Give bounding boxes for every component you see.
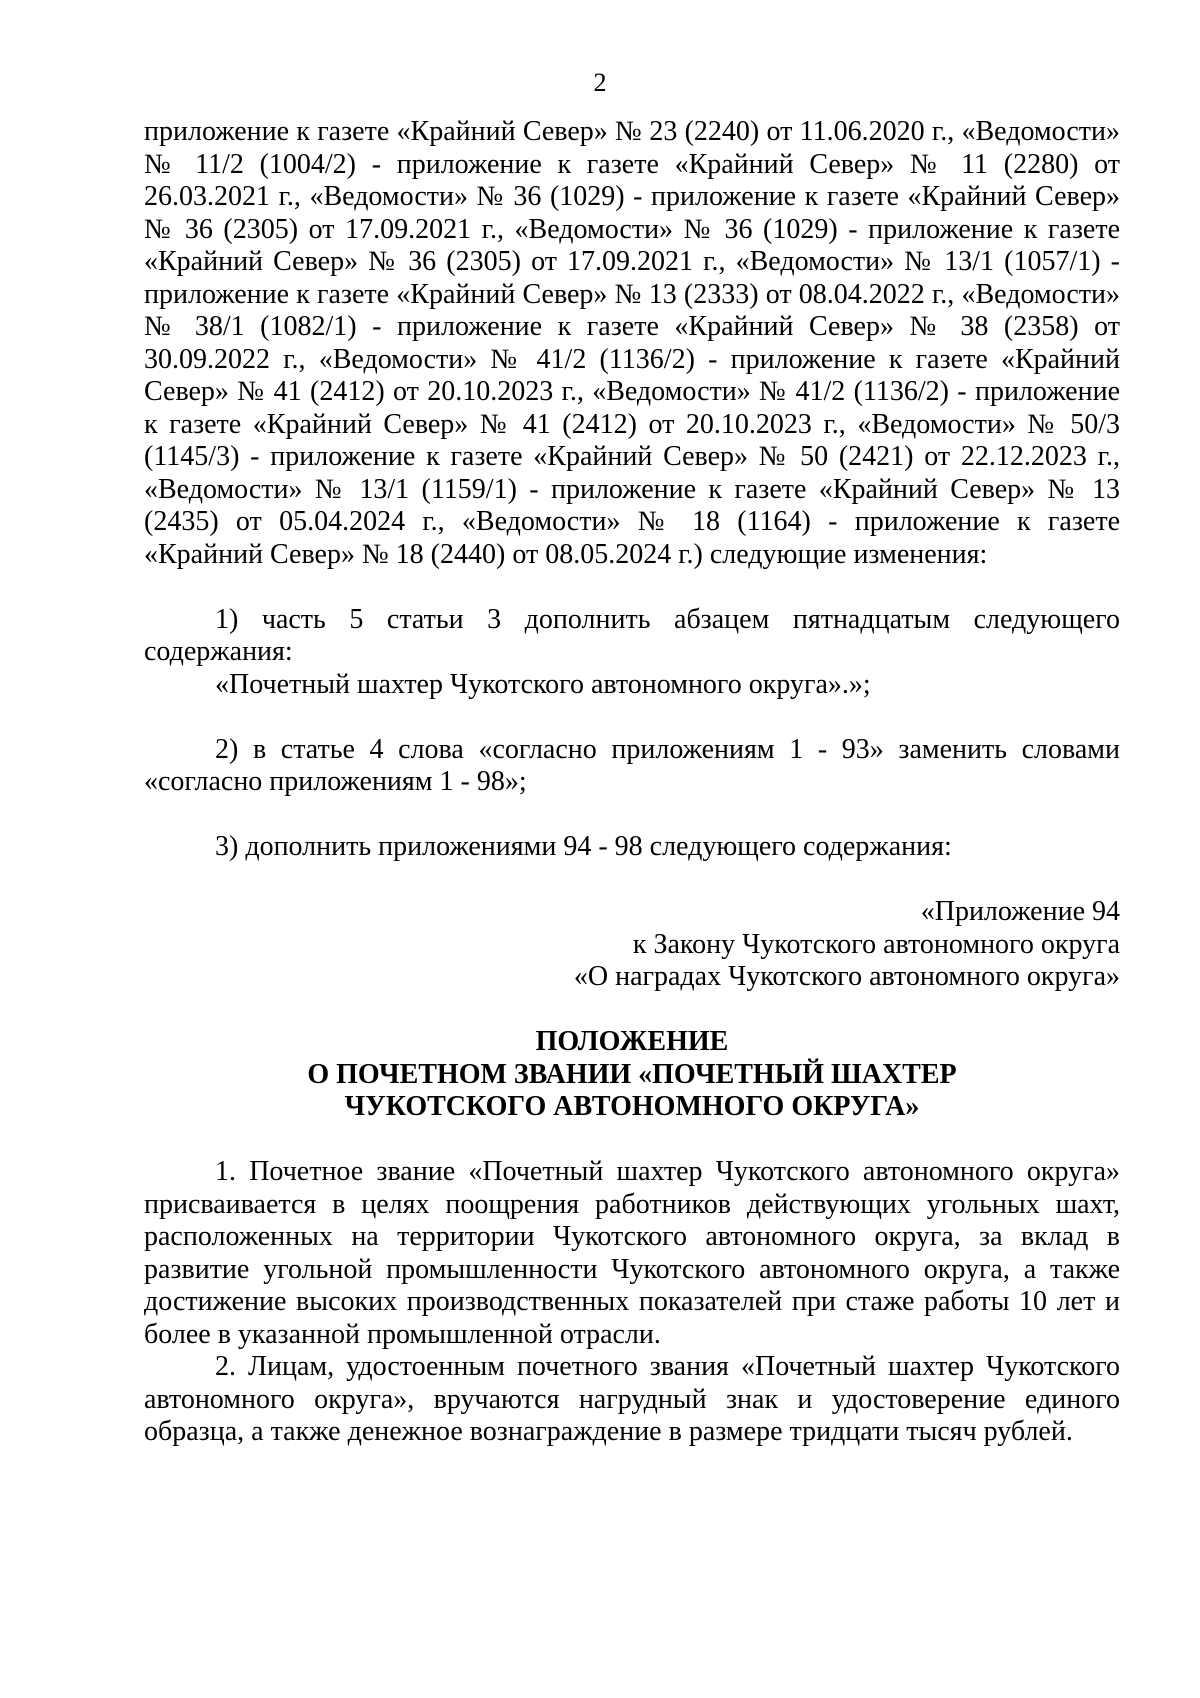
spacer xyxy=(144,994,1120,1027)
amendment-1-quote: «Почетный шахтер Чукотского автономного округа».»; xyxy=(215,668,871,700)
appendix-header-line-2: к Закону Чукотского автономного округа xyxy=(632,928,1120,960)
appendix-header xyxy=(144,896,1120,994)
spacer xyxy=(144,571,1120,604)
spacer xyxy=(144,701,1120,734)
title-line-1: ПОЛОЖЕНИЕ xyxy=(535,1026,729,1057)
spacer xyxy=(144,1124,1120,1157)
amendment-3: 3) дополнить приложениями 94 - 98 следующего содержания: xyxy=(215,831,952,862)
appendix-header-line-3: «О наградах Чукотского автономного округа» xyxy=(573,961,1120,992)
document-body xyxy=(144,116,1120,1449)
regulation-title xyxy=(144,1026,1120,1124)
title-line-2: О ПОЧЕТНОМ ЗВАНИИ «ПОЧЕТНЫЙ ШАХТЕР xyxy=(307,1058,957,1090)
title-line-3: ЧУКОТСКОГО АВТОНОМНОГО ОКРУГА» xyxy=(344,1091,920,1122)
provision-2: 2. Лицам, удостоенным почетного звания «Почетный шахтер Чукотского автономного округа», вручаются нагрудный знак и удостоверение единого образца, а также денежное вознаграждение в размере тридцати тысяч рублей. xyxy=(144,1351,1120,1447)
spacer xyxy=(144,864,1120,897)
spacer xyxy=(144,799,1120,832)
appendix-header-line-1: «Приложение 94 xyxy=(920,896,1120,927)
amendment-2: 2) в статье 4 слова «согласно приложениям 1 - 93» заменить словами «согласно приложениям 1 - 98»; xyxy=(144,733,1120,797)
intro-paragraph: приложение к газете «Крайний Север» № 23 (2240) от 11.06.2020 г., «Ведомости» № 11/2 (1004/2) - приложение к газете «Крайний Север» № 11 (2280) от 26.03.2021 г., «Ведомости» № 36 (1029) - приложение к газете «Крайний Север» № 36 (2305) от 17.09.2021 г., «Ведомости» № 36 (1029) - приложение к газете «Крайний Север» № 36 (2305) от 17.09.2021 г., «Ведомости» № 13/1 (1057/1) - приложение к газете «Крайний Север» № 13 (2333) от 08.04.2022 г., «Ведомости» № 38/1 (1082/1) - приложение к газете «Крайний Север» № 38 (2358) от 30.09.2022 г., «Ведомости» № 41/2 (1136/2) - приложение к газете «Крайний Север» № 41 (2412) от 20.10.2023 г., «Ведомости» № 41/2 (1136/2) - приложение к газете «Крайний Север» № 41 (2412) от 20.10.2023 г., «Ведомости» № 50/3 (1145/3) - приложение к газете «Крайний Север» № 50 (2421) от 22.12.2023 г., «Ведомости» № 13/1 (1159/1) - приложение к газете «Крайний Север» № 13 (2435) от 05.04.2024 г., «Ведомости» № 18 (1164) - приложение к газете «Крайний Север» № 18 (2440) от 08.05.2024 г.) следующие изменения: xyxy=(144,116,1120,570)
amendment-1: 1) часть 5 статьи 3 дополнить абзацем пятнадцатым следующего содержания: xyxy=(144,603,1120,667)
page-number: 2 xyxy=(593,68,607,97)
provision-1: 1. Почетное звание «Почетный шахтер Чукотского автономного округа» присваивается в целях поощрения работников действующих угольных шахт, расположенных на территории Чукотского автономного округа, за вклад в развитие угольной промышленности Чукотского автономного округа, а также достижение высоких производственных показателей при стаже работы 10 лет и более в указанной промышленной отрасли. xyxy=(144,1156,1120,1350)
